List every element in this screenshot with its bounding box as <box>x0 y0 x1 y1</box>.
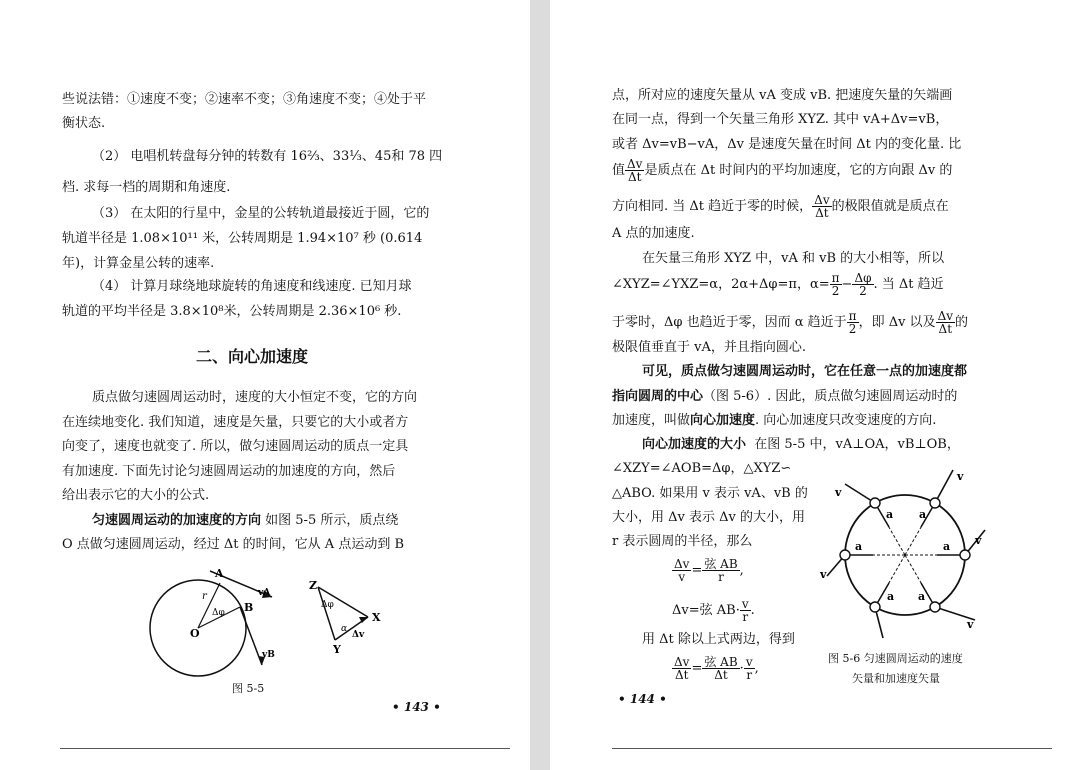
text-line: （4） 计算月球绕地球旋转的角速度和线速度. 已知月球 <box>92 279 412 294</box>
equation-1 <box>672 558 744 583</box>
comma: , <box>739 563 744 578</box>
label-dphi-2: Δφ <box>321 600 334 610</box>
dot-operator: · <box>739 661 744 676</box>
bold-span: 指向圆周的中心 <box>612 389 704 404</box>
bold-span: 向心加速度 <box>690 413 756 428</box>
text-span: 值 <box>612 163 626 178</box>
text-span: . 向心加速度只改变速度的方向. <box>755 413 937 428</box>
label-r: r <box>202 591 207 602</box>
text-line <box>612 389 957 405</box>
text-line: 在矢量三角形 XYZ 中，vA 和 vB 的大小相等，所以 <box>642 251 945 266</box>
text-line: （3） 在太阳的行星中，金星的公转轨道最接近于圆，它的 <box>92 206 430 221</box>
text-span: （图 5-6）. 因此，质点做匀速圆周运动时的 <box>703 389 958 404</box>
label-v: v <box>967 618 974 631</box>
fraction-den: r <box>718 570 724 584</box>
sub-heading: 匀速圆周运动的加速度的方向 <box>92 513 262 528</box>
fraction-num: Δv <box>814 193 830 207</box>
text-span: 在图 5-5 中，vA⊥OA，vB⊥OB， <box>754 437 960 452</box>
text-line: r 表示圆周的半径，那么 <box>612 534 753 549</box>
label-vb: vB <box>262 650 275 660</box>
text-span: 方向相同. 当 Δt 趋近于零的时候， <box>612 199 813 214</box>
fraction-num: v <box>745 655 753 669</box>
label-a: a <box>887 590 895 603</box>
label-v: v <box>957 470 964 483</box>
figure-caption: 图 5-6 匀速圆周运动的速度 <box>828 652 963 665</box>
paragraph-line: 在连续地变化. 我们知道，速度是矢量，只要它的大小或者方 <box>62 415 409 430</box>
fraction-den: 2 <box>831 284 840 298</box>
equals-sign: = <box>691 563 703 578</box>
fraction <box>702 558 739 583</box>
text-line: 大小，用 Δv 表示 Δv 的大小，用 <box>612 510 805 525</box>
text-line: 衡状态. <box>62 116 106 131</box>
text-line: 轨道的平均半径是 3.8×10⁸米，公转周期是 2.36×10⁶ 秒. <box>62 304 402 319</box>
fraction-den: Δt <box>938 322 953 336</box>
figure-5-5 <box>0 565 530 705</box>
fraction-num: π <box>848 309 857 323</box>
label-y: Y <box>333 643 341 656</box>
label-o: O <box>190 627 200 640</box>
text-span: 的极限值就是质点在 <box>831 199 949 214</box>
page-rule <box>60 748 510 749</box>
paragraph-line: 有加速度. 下面先讨论匀速圆周运动的加速度的方向，然后 <box>62 464 396 479</box>
paragraph-line: 质点做匀速圆周运动时，速度的大小恒定不变，它的方向 <box>92 390 418 405</box>
fraction <box>672 656 691 681</box>
text-line: △ABO. 如果用 v 表示 vA、vB 的 <box>612 486 808 501</box>
fraction <box>852 272 873 297</box>
label-b: B <box>244 601 254 614</box>
page-number: • 144 • <box>618 692 667 706</box>
label-a: a <box>886 508 894 521</box>
text-span: Δv=弦 AB· <box>672 603 740 618</box>
text-line: ∠XZY=∠AOB=Δφ，△XYZ∽ <box>612 461 792 476</box>
fraction-num: 弦 AB <box>704 655 738 669</box>
fraction-num: 弦 AB <box>704 557 738 571</box>
fraction-num: Δv <box>674 557 690 571</box>
text-span: ∠XYZ=∠YXZ=α，2α+Δφ=π，α= <box>612 277 830 292</box>
fraction <box>830 272 842 297</box>
paragraph-line: 向变了，速度也就变了. 所以，做匀速圆周运动的质点一定具 <box>62 439 409 454</box>
fraction-den: 2 <box>859 284 867 298</box>
text-span: 的 <box>955 315 969 330</box>
equation-2 <box>672 598 755 623</box>
text-line: A 点的加速度. <box>612 226 695 241</box>
label-alpha: α <box>341 624 348 634</box>
text-line-with-fraction <box>612 194 949 219</box>
fraction-num: v <box>741 597 749 611</box>
fraction <box>744 656 755 681</box>
text-line: 轨道半径是 1.08×10¹¹ 米，公转周期是 1.94×10⁷ 秒 (0.614 <box>62 231 423 246</box>
paragraph-line: 给出表示它的大小的公式. <box>62 488 210 503</box>
figure-caption: 图 5-5 <box>232 682 265 695</box>
sub-heading-line <box>92 513 398 529</box>
label-x: X <box>372 611 381 624</box>
text-line: 极限值垂直于 vA，并且指向圆心. <box>612 340 806 355</box>
text-line: 用 Δt 除以上式两边，得到 <box>642 632 795 647</box>
left-page <box>0 0 530 770</box>
fraction <box>936 310 955 335</box>
text-line-with-fraction <box>612 158 952 183</box>
fraction <box>740 598 751 623</box>
fraction-den: Δt <box>714 668 728 682</box>
equals-sign: = <box>691 661 703 676</box>
label-z: Z <box>309 579 318 592</box>
text-span: . 当 Δt 趋近 <box>873 277 944 292</box>
label-va: vA <box>258 588 271 598</box>
comma: , <box>754 661 759 676</box>
figure-caption: 矢量和加速度矢量 <box>852 672 940 685</box>
fraction <box>847 310 859 335</box>
period: . <box>750 603 755 618</box>
fraction <box>702 656 739 681</box>
fraction <box>812 194 831 219</box>
fraction-num: Δv <box>674 655 690 669</box>
bold-span: 向心加速度的大小 <box>642 437 747 452</box>
minus-sign: − <box>841 277 853 292</box>
text-line <box>612 413 936 429</box>
text-line: 档. 求每一档的周期和角速度. <box>62 180 231 195</box>
page-rule <box>612 748 1052 749</box>
text-span: 是质点在 Δt 时间内的平均加速度，它的方向跟 Δv 的 <box>644 163 953 178</box>
text-line: 在同一点，得到一个矢量三角形 XYZ. 其中 vA+Δv=vB， <box>612 112 949 127</box>
fraction <box>672 558 691 583</box>
label-dv: Δv <box>352 630 365 640</box>
fraction <box>625 158 644 183</box>
right-page <box>550 0 1080 770</box>
label-a: a <box>918 590 926 603</box>
figure-5-6 <box>815 460 995 640</box>
fraction-den: Δt <box>627 170 642 184</box>
section-title: 二、向心加速度 <box>196 347 309 366</box>
page-gutter <box>530 0 550 770</box>
text-line-with-fraction <box>612 310 968 335</box>
label-v: v <box>975 534 982 547</box>
label-v: v <box>835 486 842 499</box>
text-line: 些说法错：①速度不变；②速率不变；③角速度不变；④处于平 <box>62 92 427 107</box>
fraction-num: Δv <box>627 157 643 171</box>
text-line <box>642 437 960 453</box>
fraction-num: Δφ <box>854 271 872 285</box>
text-line: 可见，质点做匀速圆周运动时，它在任意一点的加速度都 <box>642 364 968 379</box>
text-line: （2） 电唱机转盘每分钟的转数有 16⅔、33⅓、45和 78 四 <box>92 149 443 164</box>
label-dphi: Δφ <box>212 608 225 618</box>
label-a: A <box>215 567 224 580</box>
text-line: 或者 Δv=vB−vA，Δv 是速度矢量在时间 Δt 内的变化量. 比 <box>612 137 962 152</box>
equation-3 <box>672 656 759 681</box>
text-line: 点，所对应的速度矢量从 vA 变成 vB. 把速度矢量的矢端画 <box>612 88 953 103</box>
label-a: a <box>855 540 863 553</box>
fraction-num: π <box>831 271 840 285</box>
fraction-den: r <box>746 668 753 682</box>
fraction-den: r <box>742 610 749 624</box>
text-span: 加速度，叫做 <box>612 413 691 428</box>
radius-oa <box>198 583 220 628</box>
text-line: O 点做匀速圆周运动，经过 Δt 的时间，它从 A 点运动到 B <box>62 537 405 552</box>
fraction-den: Δt <box>815 206 829 220</box>
fraction-den: Δt <box>674 668 689 682</box>
page-number: • 143 • <box>392 700 441 714</box>
text-line: 年)，计算金星公转的速率. <box>62 256 215 271</box>
fraction-num: Δv <box>937 309 954 323</box>
text-span: 于零时，Δφ 也趋近于零，因而 α 趋近于 <box>612 315 847 330</box>
label-a: a <box>943 540 951 553</box>
sub-text: 如图 5-5 所示，质点绕 <box>265 513 399 528</box>
fraction-den: 2 <box>848 322 857 336</box>
text-span: ，即 Δv 以及 <box>858 315 936 330</box>
text-line-with-fraction <box>612 272 944 297</box>
fraction-den: v <box>678 570 686 584</box>
label-v: v <box>820 568 827 581</box>
label-a: a <box>919 508 927 521</box>
